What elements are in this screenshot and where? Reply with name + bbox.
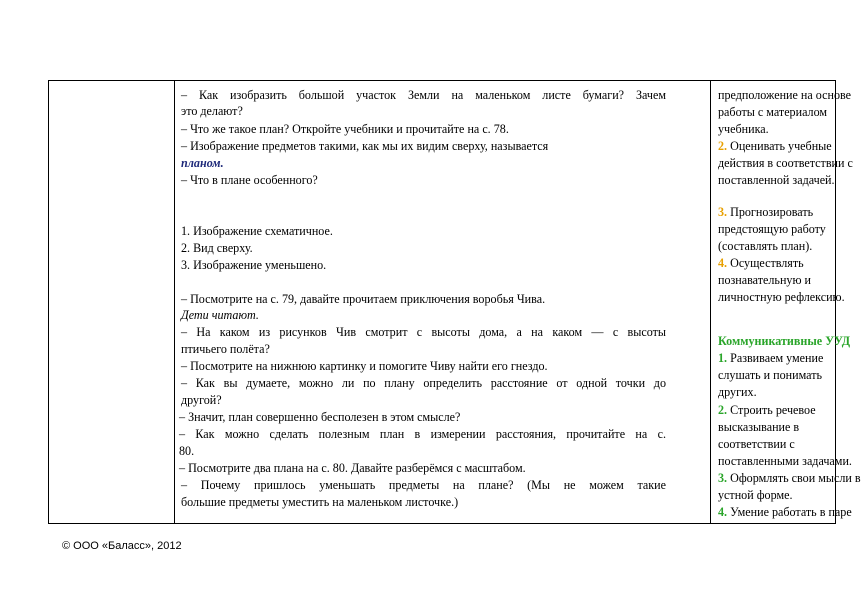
teacher-activity-column xyxy=(175,81,711,523)
text-line: высказывание в xyxy=(718,420,800,434)
text-line: – Как изобразить большой участок Земли на маленьком листе бумаги? Зачем xyxy=(181,88,666,102)
text-line: действия в соответствии с xyxy=(718,156,853,170)
text-line: предположение на основе xyxy=(718,88,852,102)
text-line: другой? xyxy=(181,393,222,407)
text-line: – Что в плане особенного? xyxy=(181,173,318,187)
lesson-table xyxy=(48,80,861,524)
text-line: это делают? xyxy=(181,104,243,118)
list-item xyxy=(718,138,832,154)
text-line: соответствии с xyxy=(718,437,795,451)
list-item xyxy=(718,350,823,366)
item-text: Оценивать учебные xyxy=(727,139,832,153)
text-line: других. xyxy=(718,385,757,399)
text-line: поставленной задачей. xyxy=(718,173,835,187)
stage-direction: Дети читают. xyxy=(181,308,259,322)
text-line: работы с материалом xyxy=(718,105,828,119)
list-item: 1. Изображение схематичное. xyxy=(181,224,333,238)
item-number: 4. xyxy=(718,505,728,519)
uud-column xyxy=(711,81,861,523)
item-number: 3. xyxy=(718,471,728,485)
text-line: (составлять план). xyxy=(718,239,813,253)
text-line: – Изображение предметов такими, как мы их видим сверху, называется xyxy=(181,139,549,153)
item-text: Оформлять свои мысли в xyxy=(727,471,861,485)
list-item: 3. Изображение уменьшено. xyxy=(181,258,327,272)
item-text: Развиваем умение xyxy=(727,351,824,365)
item-text: Прогнозировать xyxy=(727,205,814,219)
item-number: 4. xyxy=(718,256,728,270)
text-line: личностную рефлексию. xyxy=(718,290,845,304)
list-item xyxy=(718,470,861,486)
section-heading: Коммуникативные УУД xyxy=(718,334,851,348)
list-item xyxy=(718,402,816,418)
item-text: Строить речевое xyxy=(727,403,816,417)
text-line: – На каком из рисунков Чив смотрит с высоты дома, а на каком — с высоты xyxy=(181,325,666,339)
stage-column xyxy=(49,81,175,523)
text-line: устной форме. xyxy=(718,488,793,502)
text-line: 80. xyxy=(179,444,195,458)
term-plan: планом xyxy=(181,156,221,170)
text-line: – Почему пришлось уменьшать предметы на плане? (Мы не можем такие xyxy=(181,478,666,492)
item-number: 1. xyxy=(718,351,728,365)
item-number: 2. xyxy=(718,403,728,417)
text-line: – Как можно сделать полезным план в измерении расстояния, прочитайте на с. xyxy=(179,427,666,441)
term-plan-period: . xyxy=(220,156,224,170)
text-line: – Посмотрите на нижнюю картинку и помогите Чиву найти его гнездо. xyxy=(181,359,548,373)
text-line: большие предметы уместить на маленьком листочке.) xyxy=(181,495,459,509)
copyright-footer: © ООО «Баласс», 2012 xyxy=(62,540,182,552)
text-line: – Значит, план совершенно бесполезен в этом смысле? xyxy=(179,410,461,424)
text-line: – Что же такое план? Откройте учебники и прочитайте на с. 78. xyxy=(181,122,509,136)
text-line: – Посмотрите два плана на с. 80. Давайте разберёмся с масштабом. xyxy=(179,461,526,475)
item-number: 3. xyxy=(718,205,728,219)
text-line: поставленными задачами. xyxy=(718,454,852,468)
text-line: учебника. xyxy=(718,122,769,136)
list-item xyxy=(718,255,804,271)
text-line: познавательную и xyxy=(718,273,811,287)
item-number: 2. xyxy=(718,139,728,153)
text-line xyxy=(181,155,666,171)
text-line: предстоящую работу xyxy=(718,222,826,236)
text-line: – Как вы думаете, можно ли по плану определить расстояние от одной точки до xyxy=(181,376,666,390)
list-item: 2. Вид сверху. xyxy=(181,241,253,255)
text-line: птичьего полёта? xyxy=(181,342,270,356)
text-line: – Посмотрите на с. 79, давайте прочитаем приключения воробья Чива. xyxy=(181,292,546,306)
item-text: Умение работать в паре xyxy=(727,505,852,519)
text-line: слушать и понимать xyxy=(718,368,823,382)
list-item xyxy=(718,204,813,220)
list-item xyxy=(718,504,852,520)
item-text: Осуществлять xyxy=(727,256,804,270)
